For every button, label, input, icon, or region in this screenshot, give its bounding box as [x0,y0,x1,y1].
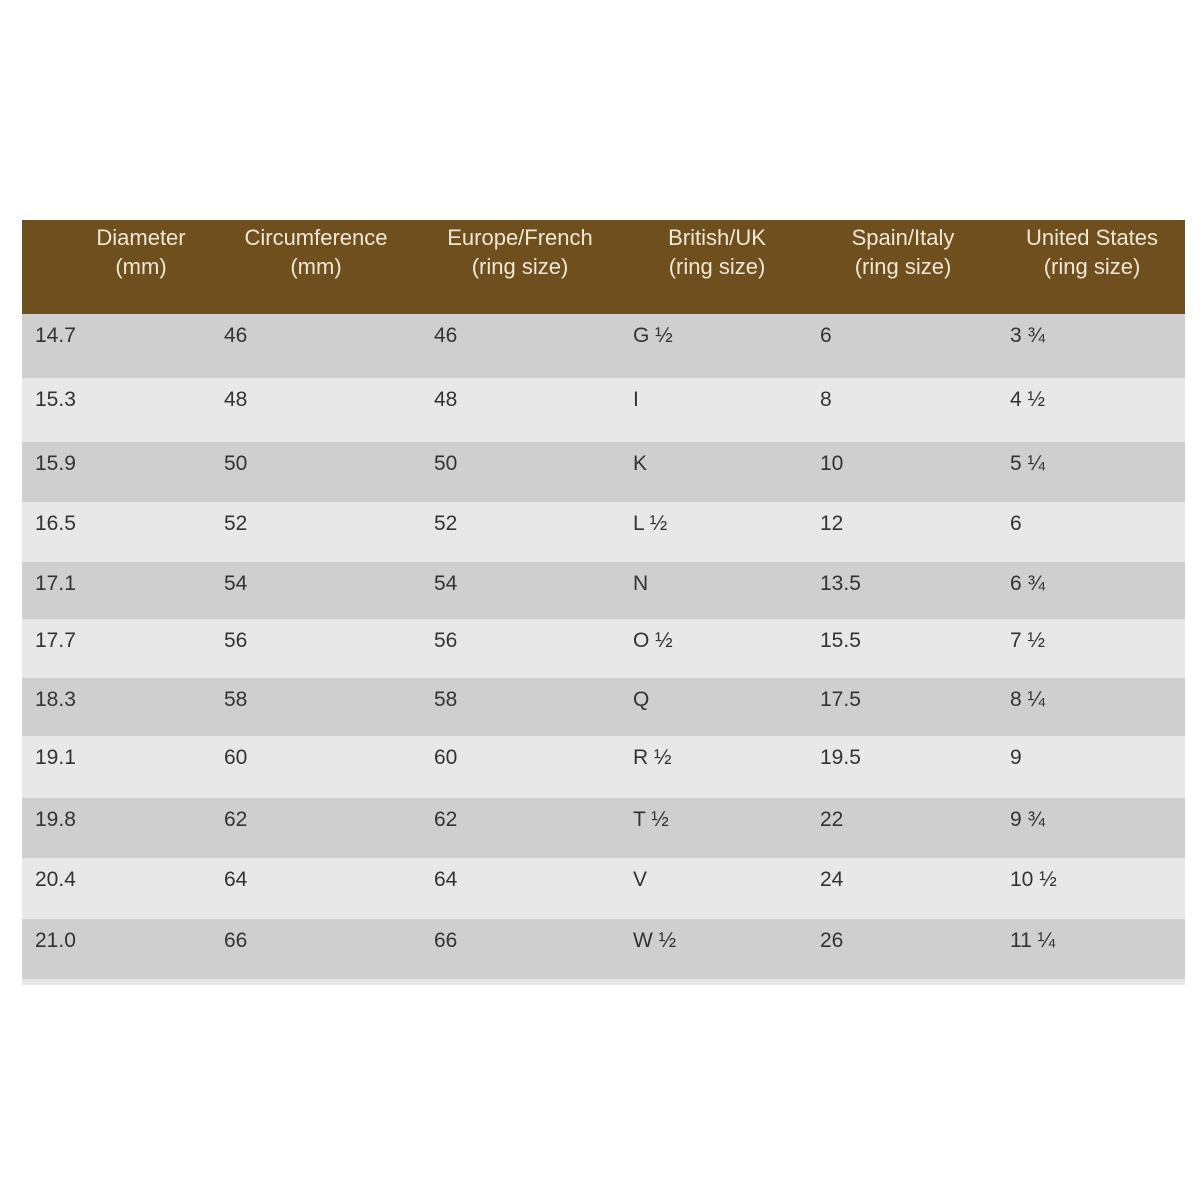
table-cell: 26 [820,929,844,952]
table-cell: 18.3 [35,688,76,711]
header-circumference [226,223,406,281]
table-cell: 6 [820,324,832,347]
table-cell: 52 [224,512,248,535]
table-cell: 5 ¼ [1010,452,1046,475]
table-cell: 19.5 [820,746,861,769]
table-cell: 19.1 [35,746,76,769]
header-british-uk [642,223,792,281]
table-cell: 60 [224,746,248,769]
header-europe-french-title: Europe/French [447,225,593,250]
table-cell: 19.8 [35,808,76,831]
table-cell: L ½ [633,512,668,535]
header-europe-french-unit: (ring size) [471,254,569,279]
header-diameter [66,223,216,281]
table-cell: 12 [820,512,844,535]
header-spain-italy-title: Spain/Italy [851,225,955,250]
table-cell: 66 [434,929,458,952]
table-cell: 24 [820,868,844,891]
table-cell: 48 [434,388,458,411]
table-cell: 10 [820,452,844,475]
table-cell: 15.3 [35,388,76,411]
table-cell: 8 ¼ [1010,688,1046,711]
table-cell: 17.5 [820,688,861,711]
table-cell: 14.7 [35,324,76,347]
table-cell: G ½ [633,324,673,347]
table-cell: 8 [820,388,832,411]
table-cell: 17.7 [35,629,76,652]
header-diameter-title: Diameter [96,225,186,250]
table-cell: 54 [224,572,248,595]
table-cell: 64 [224,868,248,891]
table-cell: 11 ¼ [1010,929,1056,952]
table-cell: 17.1 [35,572,76,595]
table-cell: 15.5 [820,629,861,652]
table-cell: 50 [224,452,248,475]
table-cell: 58 [434,688,458,711]
table-cell: 20.4 [35,868,76,891]
header-diameter-unit: (mm) [115,254,167,279]
header-united-states [1012,223,1172,281]
table-cell: 7 ½ [1010,629,1046,652]
table-row [22,378,1185,442]
table-cell: 48 [224,388,248,411]
header-united-states-unit: (ring size) [1043,254,1141,279]
table-header [22,220,1185,314]
table-cell: 9 [1010,746,1022,769]
table-cell: 64 [434,868,458,891]
table-cell: K [633,452,648,475]
table-cell: 46 [224,324,248,347]
table-cell: 6 [1010,512,1022,535]
table-cell: W ½ [633,929,677,952]
table-cell: T ½ [633,808,669,831]
table-cell: 3 ¾ [1010,324,1046,347]
table-cell: 58 [224,688,248,711]
table-row [22,562,1185,619]
table-cell: I [633,388,639,411]
table-cell: 62 [224,808,248,831]
table-cell: 62 [434,808,458,831]
table-row [22,858,1185,919]
table-row [22,678,1185,736]
table-row [22,502,1185,562]
table-row [22,919,1185,979]
header-circumference-title: Circumference [244,225,388,250]
table-cell: 56 [224,629,248,652]
table-cell: 52 [434,512,458,535]
table-cell: 21.0 [35,929,76,952]
table-cell: 9 ¾ [1010,808,1046,831]
table-cell: 50 [434,452,458,475]
header-spain-italy [828,223,978,281]
table-cell: 46 [434,324,458,347]
header-british-uk-unit: (ring size) [668,254,766,279]
table-cell: N [633,572,649,595]
header-british-uk-title: British/UK [668,225,766,250]
ring-size-table [22,220,1185,985]
table-cell: 16.5 [35,512,76,535]
table-cell: 6 ¾ [1010,572,1046,595]
table-cell: V [633,868,648,891]
table-row [22,619,1185,678]
table-cell: O ½ [633,629,673,652]
table-body [22,314,1185,979]
table-cell: 13.5 [820,572,861,595]
header-europe-french [430,223,610,281]
table-cell: 66 [224,929,248,952]
table-cell: R ½ [633,746,672,769]
header-united-states-title: United States [1025,225,1159,250]
table-cell: Q [633,688,650,711]
table-cell: 56 [434,629,458,652]
table-cell: 15.9 [35,452,76,475]
header-circumference-unit: (mm) [290,254,342,279]
table-cell: 4 ½ [1010,388,1046,411]
table-row [22,798,1185,858]
header-spain-italy-unit: (ring size) [854,254,952,279]
table-row [22,442,1185,502]
table-cell: 60 [434,746,458,769]
table-cell: 10 ½ [1010,868,1057,891]
table-row [22,314,1185,378]
table-cell: 22 [820,808,844,831]
table-cell: 54 [434,572,458,595]
table-row [22,736,1185,798]
